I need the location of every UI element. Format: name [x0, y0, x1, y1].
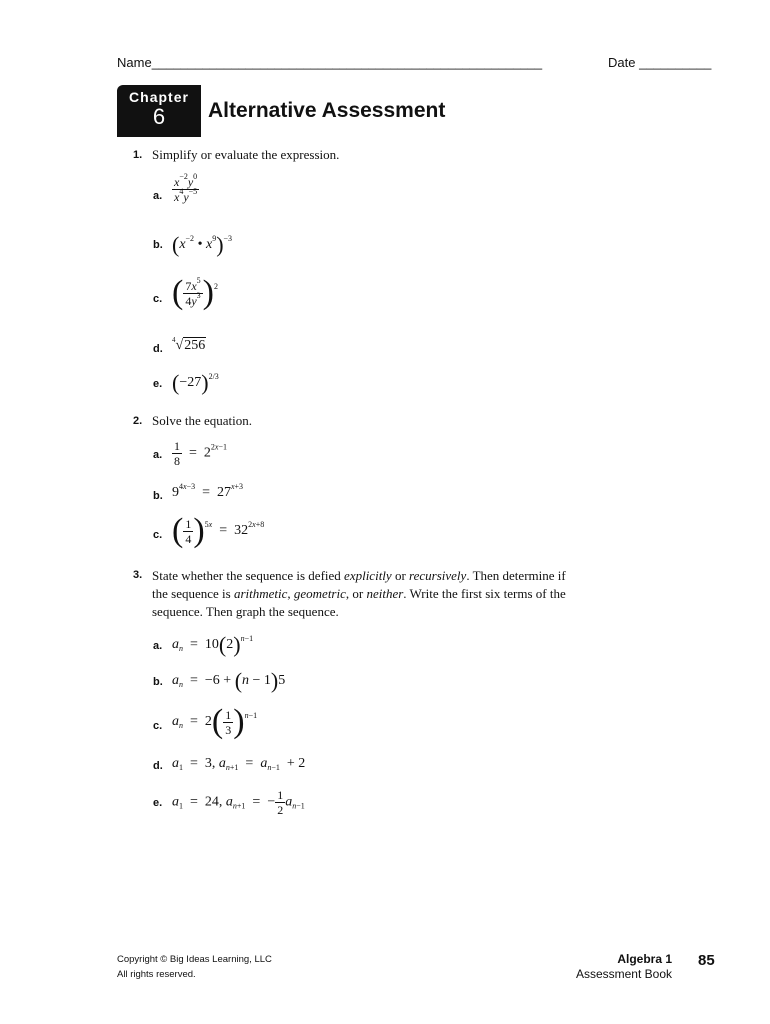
- copyright-text: Copyright © Big Ideas Learning, LLC: [117, 954, 272, 965]
- q3b-formula: $a_n = -6 + (n - 1)5$: [172, 668, 286, 693]
- date-label: Date: [608, 55, 636, 70]
- q1a-expression: $\frac{x^{-2}y^0}{x^4y^{-5}}$: [174, 172, 198, 204]
- name-line: ______________________________________________________: [151, 55, 543, 70]
- q3a-formula: $a_n = 10(2)^{n-1}$: [172, 632, 254, 657]
- q2c-equation: ( $\frac{1}{4}$ )$^{5x} = 32^{2x+8}$: [172, 512, 265, 549]
- date-field[interactable]: [608, 55, 711, 70]
- q3b-label: b.: [153, 676, 163, 688]
- q3d-label: d.: [153, 760, 163, 772]
- q2b-equation: $9^{4x-3} = 27^{x+3}$: [172, 482, 244, 500]
- q1e-expression: $(-27)^{2/3}$: [172, 370, 219, 395]
- q1c-label: c.: [153, 293, 163, 305]
- q3a-label: a.: [153, 640, 163, 652]
- chapter-number: 6: [152, 104, 166, 129]
- chapter-box: [117, 85, 201, 137]
- q3c-formula: $a_n = 2$( $\frac{1}{3}$ )$^{n-1}$: [172, 703, 258, 740]
- q1b-label: b.: [153, 239, 163, 251]
- q3-number: 3.: [133, 569, 143, 581]
- name-label: Name: [117, 55, 152, 70]
- q3-prompt-line3: sequence. Then graph the sequence.: [152, 604, 339, 619]
- q1b-expression: ($x^{-2}$ • $x^9)^{-3}$: [172, 232, 233, 257]
- q2c-label: c.: [153, 529, 163, 541]
- q3d-formula: $a_1 = 3$, $a_{n+1} = a_{n-1} + 2$: [172, 756, 306, 772]
- q3-prompt: [152, 567, 612, 621]
- q1c-expression: ( $\frac{7x^5}{4y^3}$ )$^2$: [172, 274, 218, 311]
- q1e-label: e.: [153, 378, 163, 390]
- q3c-label: c.: [153, 720, 163, 732]
- q1d-expression: $^4$√256: [172, 336, 206, 353]
- page-title: Alternative Assessment: [208, 99, 446, 122]
- q1-number: 1.: [133, 149, 143, 161]
- chapter-word: Chapter: [129, 89, 189, 105]
- page-number: 85: [698, 952, 715, 969]
- q1a-label: a.: [153, 190, 163, 202]
- q2-prompt: Solve the equation.: [152, 413, 253, 428]
- q2b-label: b.: [153, 490, 163, 502]
- date-line: __________: [639, 55, 712, 70]
- q1-prompt: Simplify or evaluate the expression.: [152, 147, 340, 162]
- name-field[interactable]: [117, 55, 542, 70]
- q1d-label: d.: [153, 343, 163, 355]
- q3-prompt-line2: the sequence is arithmetic, geometric, or neither. Write the first six terms of the: [152, 586, 566, 601]
- course-name: Algebra 1: [617, 952, 672, 966]
- book-name: Assessment Book: [575, 967, 672, 981]
- q2a-equation: $\frac{1}{8}$ = $2^{2x-1}$: [174, 439, 227, 468]
- q3e-formula: $a_1 = 24$, $a_{n+1}$ = − $\frac{1}{2}$ $a_{n-1}$: [172, 788, 305, 817]
- q2a-label: a.: [153, 449, 163, 461]
- rights-text: All rights reserved.: [117, 969, 196, 980]
- q3-prompt-line1: State whether the sequence is defied explicitly or recursively. Then determine if: [152, 568, 566, 583]
- q3e-label: e.: [153, 797, 163, 809]
- q2-number: 2.: [133, 415, 143, 427]
